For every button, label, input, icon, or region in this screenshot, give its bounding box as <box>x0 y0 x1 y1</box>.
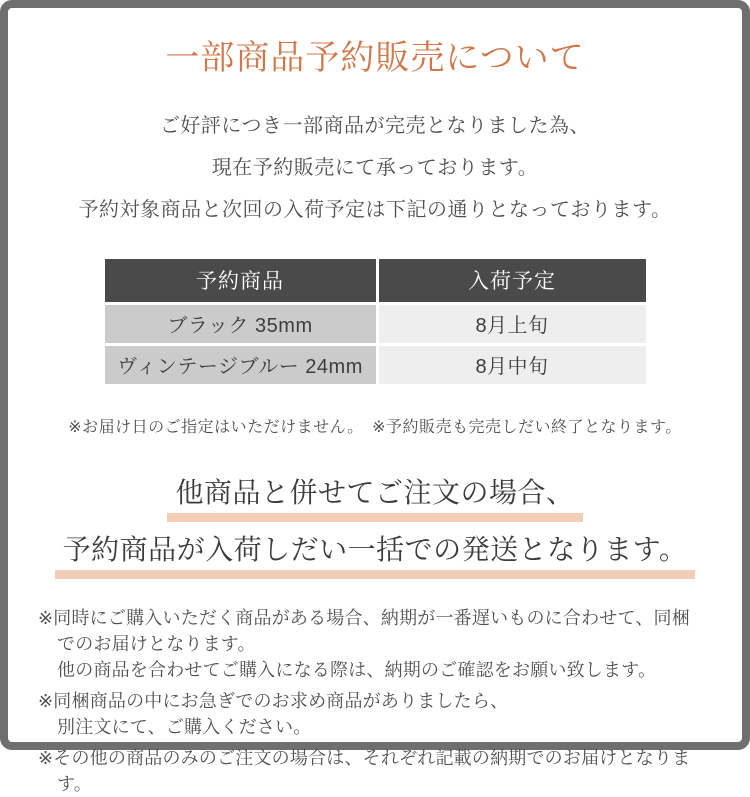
schedule-cell: 8月上旬 <box>379 305 646 343</box>
table-header-schedule: 入荷予定 <box>379 259 646 302</box>
table-row <box>105 305 646 343</box>
footnotes <box>38 605 714 797</box>
product-cell: ブラック 35mm <box>105 305 376 343</box>
schedule-cell: 8月中旬 <box>379 346 646 384</box>
page-title: 一部商品予約販売について <box>165 39 585 77</box>
intro-line: 現在予約販売にて承っております。 <box>211 157 539 179</box>
caution-line: ※お届け日のご指定はいただけません。 ※予約販売も完売しだい終了となります。 <box>68 419 682 436</box>
notice-line-2: 予約商品が入荷しだい一括での発送となります。 <box>55 528 696 579</box>
product-cell: ヴィンテージブルー 24mm <box>105 346 376 384</box>
footnote-line: ※その他の商品のみのご注文の場合は、それぞれ記載の納期でのお届けとなりま <box>38 748 691 768</box>
table-header-product: 予約商品 <box>105 259 376 302</box>
footnote-line: ※同時にご購入いただく商品がある場合、納期が一番遅いものに合わせて、同梱 <box>38 608 690 628</box>
intro-paragraph <box>8 105 742 231</box>
intro-line: ご好評につき一部商品が完売となりました為、 <box>159 115 591 137</box>
footnote-line: 他の商品を合わせてご購入になる際は、納期のご確認をお願い致します。 <box>57 660 657 680</box>
intro-line: 予約対象商品と次回の入荷予定は下記の通りとなっております。 <box>78 199 672 221</box>
footnote-line: でのお届けとなります。 <box>57 634 256 654</box>
footnote-line: ※同梱商品の中にお急ぎでのお求め商品がありましたら、 <box>38 691 509 711</box>
table-row <box>105 346 646 384</box>
notice-line-1: 他商品と併せてご注文の場合、 <box>167 471 582 522</box>
footnote-line: 別注文にて、ご購入ください。 <box>57 717 312 737</box>
shipping-notice <box>8 471 742 579</box>
table-header-row <box>105 259 646 302</box>
footnote-line: す。 <box>57 774 92 794</box>
preorder-table <box>105 259 646 384</box>
